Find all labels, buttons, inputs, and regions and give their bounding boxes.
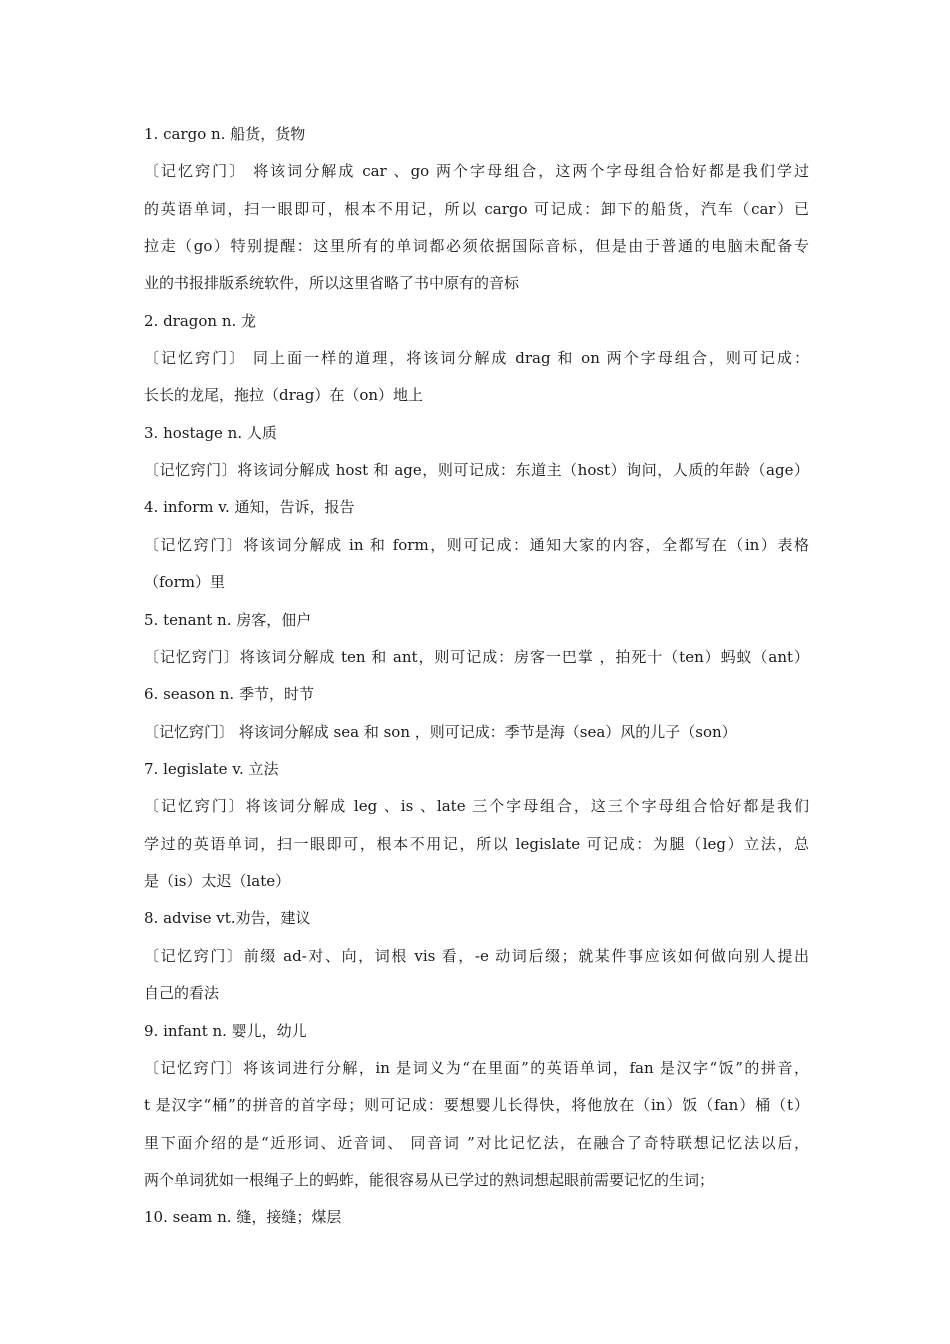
entry-7-note-line-3: 是（is）太迟（late） [144,872,291,890]
entry-3-note-line-1: 〔记忆窍门〕将该词分解成 host 和 age，则可记成：东道主（host）询问，人质的年龄（age） [144,461,809,479]
entry-1-note-line-1: 〔记忆窍门〕 将该词分解成 car 、go 两个字母组合，这两个字母组合恰好都是我们学过 [144,162,809,180]
entry-1-heading: 1. cargo n. 船货，货物 [144,125,306,143]
entry-1-note-line-4: 业的书报排版系统软件，所以这里省略了书中原有的音标 [144,274,520,292]
entry-8-heading: 8. advise vt.劝告，建议 [144,909,311,927]
entry-5-note-line-1: 〔记忆窍门〕将该词分解成 ten 和 ant，则可记成：房客一巴掌 ，拍死十（ten）蚂蚁（ant） [144,648,809,666]
entry-3-heading: 3. hostage n. 人质 [144,424,277,442]
entry-4-note-line-1: 〔记忆窍门〕将该词分解成 in 和 form，则可记成：通知大家的内容，全都写在（in）表格 [144,536,809,554]
entry-7-heading: 7. legislate v. 立法 [144,760,279,778]
entry-6-note-line-1: 〔记忆窍门〕 将该词分解成 sea 和 son ，则可记成：季节是海（sea）风的儿子（son） [144,723,737,741]
entry-2-heading: 2. dragon n. 龙 [144,312,257,330]
entry-9-note-line-4: 两个单词犹如一根绳子上的蚂蚱，能很容易从已学过的熟词想起眼前需要记忆的生词； [144,1171,715,1189]
entry-6-heading: 6. season n. 季节，时节 [144,685,314,703]
entry-8-note-line-1: 〔记忆窍门〕前缀 ad-对、向，词根 vis 看，-e 动词后缀；就某件事应该如何做向别人提出 [144,947,809,965]
entry-7-note-line-1: 〔记忆窍门〕将该词分解成 leg 、is 、late 三个字母组合，这三个字母组合恰好都是我们 [144,797,809,815]
entry-7-note-line-2: 学过的英语单词，扫一眼即可，根本不用记，所以 legislate 可记成：为腿（leg）立法，总 [144,835,809,853]
entry-1-note-line-3: 拉走（go）特别提醒：这里所有的单词都必须依据国际音标，但是由于普通的电脑未配备专 [144,237,809,255]
entry-4-note-line-2: （form）里 [144,573,225,591]
entry-10-heading: 10. seam n. 缝，接缝；煤层 [144,1208,342,1226]
entry-2-note-line-2: 长长的龙尾，拖拉（drag）在（on）地上 [144,386,424,404]
entry-5-heading: 5. tenant n. 房客，佃户 [144,611,312,629]
entry-4-heading: 4. inform v. 通知，告诉，报告 [144,498,355,516]
entry-9-note-line-3: 里下面介绍的是“近形词、近音词、 同音词 ”对比记忆法，在融合了奇特联想记忆法以后， [144,1134,809,1152]
entry-9-note-line-2: t 是汉字“桶”的拼音的首字母；则可记成：要想婴儿长得快，将他放在（in）饭（fan）桶（t） [144,1096,809,1114]
entry-2-note-line-1: 〔记忆窍门〕 同上面一样的道理，将该词分解成 drag 和 on 两个字母组合，则可记成： [144,349,809,367]
entry-9-heading: 9. infant n. 婴儿，幼儿 [144,1022,307,1040]
entry-1-note-line-2: 的英语单词，扫一眼即可，根本不用记，所以 cargo 可记成：卸下的船货，汽车（car）已 [144,200,809,218]
entry-8-note-line-2: 自己的看法 [144,984,220,1002]
entry-9-note-line-1: 〔记忆窍门〕将该词进行分解，in 是词义为“在里面”的英语单词，fan 是汉字“饭”的拼音， [144,1059,809,1077]
